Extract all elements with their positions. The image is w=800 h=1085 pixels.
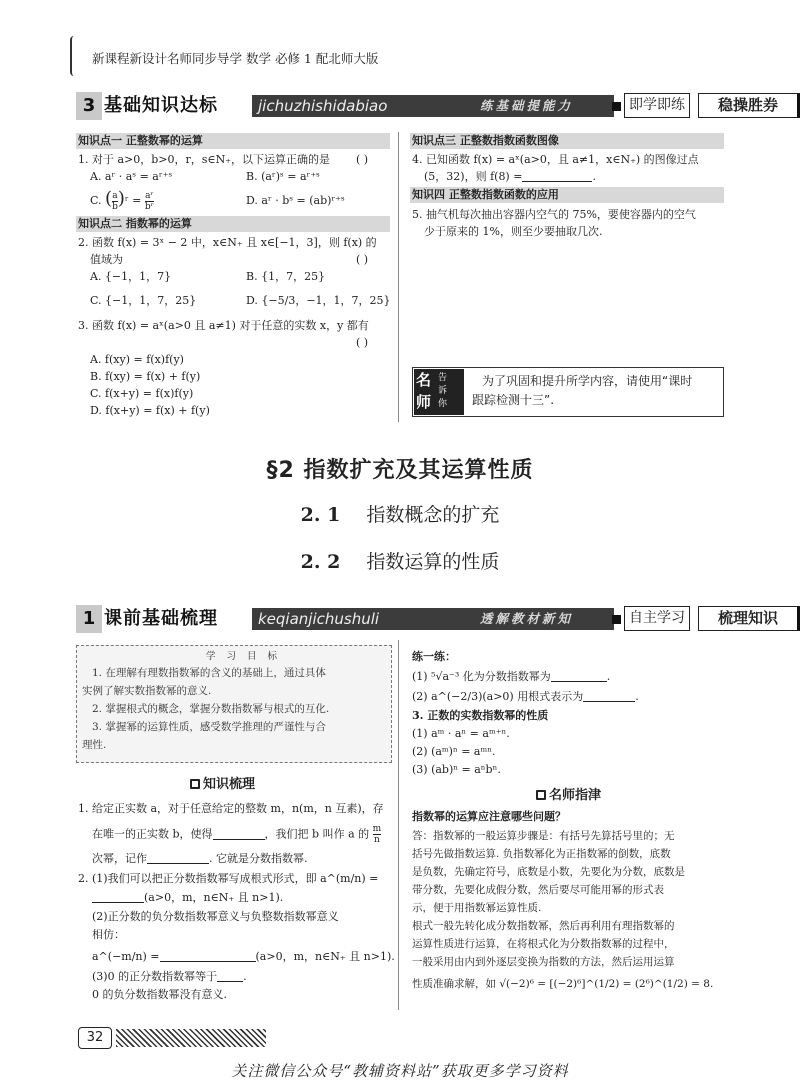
footer-note: 关注微信公众号“教辅资料站”获取更多学习资料 bbox=[231, 1062, 569, 1080]
banner-number: 1 bbox=[76, 605, 102, 633]
subsection-title: 2. 1 指数概念的扩充 bbox=[300, 504, 500, 526]
teacher-tip-badge: 名师 告诉你 bbox=[414, 369, 464, 415]
question-4: 4. 已知函数 f(x) = aˣ(a>0，且 a≠1，x∈N₊) 的图像过点 bbox=[412, 153, 699, 166]
guidance-answer-line: 性质准确求解，如 √(−2)⁶ = [(−2)⁶]^(1/2) = (2⁶)^(1/2) = 8. bbox=[412, 978, 714, 990]
banner-tag: 即学即练 bbox=[624, 93, 690, 118]
knowledge-summary-heading: 知识梳理 bbox=[190, 773, 255, 792]
knowledge-item-2-formula: a^(−m/n) = (a>0，m，n∈N₊ 且 n>1). bbox=[92, 950, 395, 963]
practice-2: (2) a^(−2/3)(a>0) 用根式表示为 . bbox=[412, 690, 639, 703]
question-5-cont: 少于原来的 1%，则至少要抽取几次. bbox=[424, 225, 603, 238]
column-divider bbox=[398, 132, 399, 422]
option-d: D. f(x+y) = f(x) + f(y) bbox=[90, 404, 210, 417]
guidance-answer-line: 带分数，先要化成假分数，然后要尽可能用幂的形式表 bbox=[412, 884, 664, 896]
section-title: §2 指数扩充及其运算性质 bbox=[266, 458, 534, 483]
banner-title: 基础知识达标 bbox=[104, 92, 226, 120]
option-b: B. f(xy) = f(x) + f(y) bbox=[90, 370, 201, 383]
teacher-guidance-heading: 名师指津 bbox=[536, 784, 601, 803]
guidance-answer-line: 一般采用由内到外逐层变换为指数的方法，然后运用运算 bbox=[412, 956, 675, 968]
subsection-title: 2. 2 指数运算的性质 bbox=[300, 551, 500, 573]
banner-number: 3 bbox=[76, 92, 102, 120]
knowledge-item-2-text2: 相仿： bbox=[92, 928, 125, 941]
guidance-answer-line: 根式一般先转化成分数指数幂，然后再利用有理指数幂的 bbox=[412, 920, 675, 932]
guidance-answer-line: 括号先做指数运算. 负指数幂化为正指数幂的倒数，底数 bbox=[412, 848, 671, 860]
objectives-title: 学 习 目 标 bbox=[206, 651, 282, 662]
property-2: (2) (aᵐ)ⁿ = aᵐⁿ. bbox=[412, 745, 496, 758]
knowledge-item-2-text: (2)正分数的负分数指数幂意义与负整数指数幂意义 bbox=[92, 910, 339, 923]
knowledge-item-2-note: 0 的负分数指数幂没有意义. bbox=[92, 988, 227, 1001]
option-c: C. {−1，1，7，25} bbox=[90, 294, 197, 307]
option-a: A. {−1，1，7} bbox=[90, 270, 172, 283]
question-1: 1. 对于 a>0，b>0，r，s∈N₊，以下运算正确的是 bbox=[78, 153, 330, 166]
practice-1: (1) ⁵√a⁻³ 化为分数指数幂为 . bbox=[412, 670, 611, 683]
knowledge-item-1-cont: 在唯一的正实数 b，使得 ，我们把 b 叫作 a 的 $\frac{m}{n}$ bbox=[92, 824, 382, 845]
question-5: 5. 抽气机每次抽出容器内空气的 75%，要使容器内的空气 bbox=[412, 208, 696, 221]
banner-tag-bold: 稳操胜券 bbox=[698, 93, 800, 118]
banner-pinyin: jichuzhishidabiao bbox=[258, 97, 388, 115]
guidance-question: 指数幂的运算应注意哪些问题？ bbox=[412, 810, 566, 823]
knowledge-point-heading: 知识四 正整数指数函数的应用 bbox=[410, 187, 724, 203]
objective-3-cont: 理性. bbox=[82, 739, 107, 751]
page-number: 32 bbox=[78, 1027, 112, 1049]
answer-paren: ( ) bbox=[356, 153, 369, 166]
guidance-answer-line: 运算性质进行运算，在将根式化为分数指数幂的过程中， bbox=[412, 938, 675, 950]
section-banner-basic-knowledge bbox=[76, 92, 778, 120]
option-c: C. ( $\frac{a}{b}$ )ʳ = $\frac{\text{aʳ}}{\text{bʳ}}$ bbox=[90, 188, 154, 212]
banner-square-icon bbox=[612, 102, 621, 111]
objective-3: 3. 掌握幂的运算性质，感受数学推理的严谨性与合 bbox=[92, 721, 326, 733]
answer-paren: ( ) bbox=[356, 336, 369, 349]
column-divider bbox=[398, 640, 399, 1010]
knowledge-item-2-zero: (3)0 的正分数指数幂等于 . bbox=[92, 970, 247, 983]
property-3: (3) (ab)ⁿ = aⁿbⁿ. bbox=[412, 763, 501, 776]
guidance-answer-line: 是负数，先确定符号，底数是小数，先要化为分数，底数是 bbox=[412, 866, 685, 878]
question-4-cont: (5，32)，则 f(8) = . bbox=[424, 170, 596, 183]
practice-heading: 练一练： bbox=[412, 650, 456, 663]
question-3: 3. 函数 f(x) = aˣ(a>0 且 a≠1) 对于任意的实数 x，y 都有 bbox=[78, 319, 369, 332]
guidance-answer-line: 答：指数幂的一般运算步骤是：有括号先算括号里的；无 bbox=[412, 830, 675, 842]
objective-2: 2. 掌握根式的概念，掌握分数指数幂与根式的互化. bbox=[92, 703, 330, 715]
header-bracket bbox=[70, 36, 74, 76]
knowledge-item-1-cont2: 次幂，记作 . 它就是分数指数幂. bbox=[92, 852, 308, 865]
properties-heading: 3. 正数的实数指数幂的性质 bbox=[412, 709, 549, 722]
page-number-hatch bbox=[116, 1029, 266, 1047]
banner-title: 课前基础梳理 bbox=[104, 605, 226, 633]
property-1: (1) aᵐ · aⁿ = aᵐ⁺ⁿ. bbox=[412, 727, 510, 740]
banner-tag-bold: 梳理知识 bbox=[698, 606, 800, 631]
knowledge-item-2: 2. (1)我们可以把正分数指数幂写成根式形式，即 a^(m/n) = bbox=[78, 872, 379, 885]
banner-pinyin: keqianjichushuli bbox=[258, 610, 380, 628]
section-banner-preclass bbox=[76, 605, 778, 633]
question-2-cont: 值域为 bbox=[90, 253, 123, 266]
knowledge-item-2-blank: (a>0，m，n∈N₊ 且 n>1). bbox=[92, 889, 283, 906]
option-d: D. aʳ · bˢ = (ab)ʳ⁺ˢ bbox=[246, 194, 345, 207]
knowledge-point-heading: 知识点二 指数幂的运算 bbox=[76, 216, 390, 232]
option-c: C. f(x+y) = f(x)f(y) bbox=[90, 387, 194, 400]
option-b: B. (aʳ)ˢ = aʳ⁺ˢ bbox=[246, 170, 320, 183]
banner-tag: 自主学习 bbox=[624, 606, 690, 631]
heading-marker-icon bbox=[190, 779, 200, 789]
guidance-answer-line: 示，便于用指数幂运算性质. bbox=[412, 902, 542, 914]
knowledge-point-heading: 知识点一 正整数幂的运算 bbox=[76, 133, 390, 149]
teacher-tip-text: 为了巩固和提升所学内容，请使用“课时 跟踪检测十三”. bbox=[472, 374, 693, 407]
option-b: B. {1，7，25} bbox=[246, 270, 326, 283]
option-d: D. {−5/3，−1，1，7，25} bbox=[246, 294, 391, 307]
knowledge-item-1: 1. 给定正实数 a，对于任意给定的整数 m，n(m，n 互素)，存 bbox=[78, 802, 384, 815]
knowledge-point-heading: 知识点三 正整数指数函数图像 bbox=[410, 133, 724, 149]
banner-slogan: 透解教材新知 bbox=[480, 611, 574, 626]
answer-paren: ( ) bbox=[356, 253, 369, 266]
objective-1-cont: 实例了解实数指数幂的意义. bbox=[82, 685, 212, 697]
objective-1: 1. 在理解有理数指数幂的含义的基础上，通过具体 bbox=[92, 667, 326, 679]
option-a: A. aʳ · aˢ = aʳ⁺ˢ bbox=[90, 170, 173, 183]
option-a: A. f(xy) = f(x)f(y) bbox=[90, 353, 184, 366]
heading-marker-icon bbox=[536, 790, 546, 800]
question-2: 2. 函数 f(x) = 3ˣ − 2 中，x∈N₊ 且 x∈[−1，3]，则 f(x) 的 bbox=[78, 236, 377, 249]
book-header: 新课程新设计名师同步导学 数学 必修 1 配北师大版 bbox=[92, 51, 379, 66]
banner-square-icon bbox=[612, 615, 621, 624]
banner-slogan: 练基础提能力 bbox=[480, 98, 574, 113]
